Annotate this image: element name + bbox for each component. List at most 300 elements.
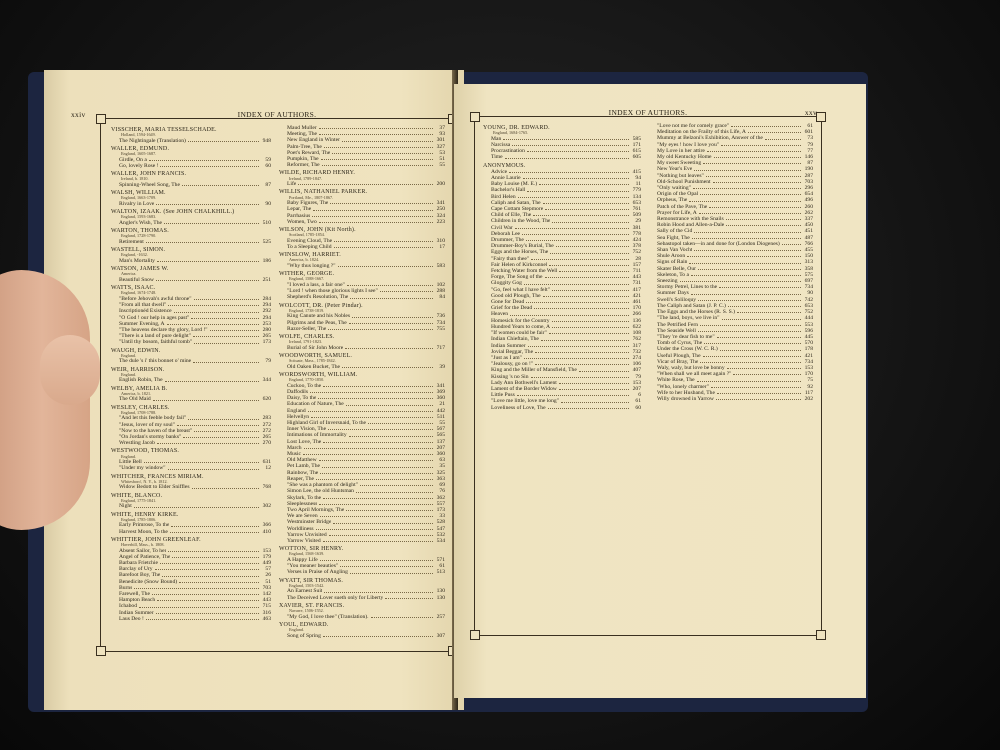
page-ref: 270 xyxy=(262,440,271,447)
leader-dots xyxy=(304,448,433,449)
poem-title: Parrhasius xyxy=(287,212,311,219)
author-name: WILLIS, NATHANIEL PARKER. xyxy=(279,189,368,196)
leader-dots xyxy=(323,498,433,499)
leader-dots xyxy=(330,203,433,204)
page-ref: 605 xyxy=(632,154,641,161)
index-entry xyxy=(111,339,271,345)
poem-title: Harvest Moon, To the xyxy=(119,528,168,535)
leader-dots xyxy=(380,291,433,292)
author-note: Scituate, Mass., 1785-1842. xyxy=(289,358,336,364)
page-ref: 146 xyxy=(804,154,813,161)
page-ref: 565 xyxy=(436,432,445,439)
page-ref: 272 xyxy=(262,427,271,434)
page-ref: 378 xyxy=(632,243,641,250)
author-note: Portland, Me., 1807-1867. xyxy=(289,194,334,200)
leader-dots xyxy=(345,348,433,349)
poem-title: "You meaner beauties" xyxy=(287,563,339,570)
index-entry xyxy=(111,258,271,264)
leader-dots xyxy=(524,358,629,359)
poem-title: Sleeplessness xyxy=(287,500,318,507)
leader-dots xyxy=(526,302,629,303)
page-ref: 94 xyxy=(635,175,641,182)
leader-dots xyxy=(717,393,801,394)
poem-title: Barefoot Boy, The xyxy=(119,572,161,579)
page-ref: 108 xyxy=(632,330,641,337)
page-ref: 28 xyxy=(635,255,641,262)
page-ref: 511 xyxy=(436,413,445,420)
poem-title: Evening Cloud, The xyxy=(287,237,333,244)
page-ref: 260 xyxy=(804,203,813,210)
page-ref: 571 xyxy=(436,556,445,563)
leader-dots xyxy=(172,557,259,558)
leader-dots xyxy=(323,541,433,542)
poem-title: Benedicite (Snow Bound) xyxy=(119,578,178,585)
poem-title: Helvellyn xyxy=(287,413,310,420)
page-ref: 778 xyxy=(632,230,641,237)
author-note: England, 1728-1790. xyxy=(121,233,157,239)
poem-title: Hampton Beach xyxy=(119,597,156,604)
page-ref: 369 xyxy=(436,389,445,396)
poem-title: Spinning-Wheel Song, The xyxy=(119,182,180,188)
page-ref: 360 xyxy=(436,395,445,402)
index-entry xyxy=(111,138,271,144)
leader-dots xyxy=(350,298,433,299)
leader-dots xyxy=(193,362,259,363)
leader-dots xyxy=(324,592,433,593)
page-ref: 407 xyxy=(632,367,641,374)
leader-dots xyxy=(347,285,433,286)
poem-title: Deborah Lee xyxy=(491,230,521,237)
page-ref: 450 xyxy=(804,222,813,229)
author-name: WHITE, HENRY KIRKE. xyxy=(111,511,179,518)
page-ref: 55 xyxy=(439,420,445,427)
index-entry xyxy=(279,219,445,225)
poem-title: "My God, I love thee" (Translation). xyxy=(287,613,369,620)
poem-title: Gone for Dead xyxy=(491,299,525,306)
page-ref: 266 xyxy=(632,311,641,318)
page-ref: 532 xyxy=(436,531,445,538)
page-ref: 631 xyxy=(262,459,271,466)
poem-title: Life xyxy=(287,181,297,188)
poem-title: Grief for the Dead xyxy=(491,305,533,312)
leader-dots xyxy=(340,566,433,567)
page-ref: 274 xyxy=(632,354,641,361)
page-ref: 6 xyxy=(638,392,641,399)
leader-dots xyxy=(328,429,433,430)
leader-dots xyxy=(706,176,801,177)
poem-title: "The land, boys, we live in" xyxy=(657,315,720,322)
index-column-right-2 xyxy=(649,123,813,402)
poem-title: Laus Deo ! xyxy=(119,615,144,622)
index-entry xyxy=(111,484,271,490)
index-entry xyxy=(111,163,271,169)
leader-dots xyxy=(320,473,433,474)
leader-dots xyxy=(527,191,629,192)
page-ref: 768 xyxy=(262,484,271,491)
poem-title: The Petrified Fern xyxy=(657,321,699,328)
leader-dots xyxy=(329,535,433,536)
page-ref: 294 xyxy=(262,314,271,321)
leader-dots xyxy=(134,588,259,589)
author-note: England, 1593-1683. xyxy=(121,214,157,220)
page-ref: 341 xyxy=(436,382,445,389)
leader-dots xyxy=(703,356,801,357)
poem-title: English Robin, The xyxy=(119,377,163,384)
poem-title: The dule 's i' this bonnet o' mine xyxy=(119,358,192,365)
poem-title: Signs of Rain xyxy=(657,259,688,266)
leader-dots xyxy=(192,488,259,489)
leader-dots xyxy=(177,425,259,426)
leader-dots xyxy=(162,576,259,577)
poem-title: England xyxy=(287,407,306,414)
poem-title: The Eggs and the Horses (R. S. S.) xyxy=(657,309,735,316)
leader-dots xyxy=(157,600,259,601)
page-ref: 61 xyxy=(439,563,445,570)
page-ref: 253 xyxy=(262,320,271,327)
page-ref: 509 xyxy=(632,212,641,219)
leader-dots xyxy=(719,287,801,288)
author-note: Haverhill, Mass., b. 1808. xyxy=(121,542,165,548)
leader-dots xyxy=(699,213,801,214)
leader-dots xyxy=(694,250,801,251)
poem-title: My Love in her attire xyxy=(657,147,705,154)
author-note: England, 1605-1687. xyxy=(121,151,157,157)
leader-dots xyxy=(556,246,629,247)
index-entry xyxy=(279,614,445,620)
page-ref: 316 xyxy=(262,609,271,616)
page-ref: 703 xyxy=(804,178,813,185)
leader-dots xyxy=(541,340,629,341)
page-ref: 310 xyxy=(436,237,445,244)
leader-dots xyxy=(152,594,259,595)
page-ref: 287 xyxy=(804,172,813,179)
poem-title: Beautiful Snow xyxy=(119,277,154,283)
page-ref: 207 xyxy=(436,444,445,451)
poem-title: Caliph and Satan, The xyxy=(491,199,541,206)
page-ref: 33 xyxy=(439,513,445,520)
index-entry xyxy=(279,263,445,269)
poem-title: Bachelor's Hall xyxy=(491,187,526,194)
poem-title: Old-School Punishment xyxy=(657,178,711,185)
leader-dots xyxy=(559,389,629,390)
poem-title: Heaven xyxy=(491,311,509,318)
page-ref: 190 xyxy=(804,166,813,173)
page-ref: 766 xyxy=(804,240,813,247)
poem-title: Skater Belle, Our xyxy=(657,265,696,272)
poem-title: King and the Miller of Mansfield, The xyxy=(491,367,577,374)
leader-dots xyxy=(349,323,433,324)
leader-dots xyxy=(342,367,433,368)
author-name: WITHER, GEORGE. xyxy=(279,271,335,278)
author-note: America, b. 1821. xyxy=(121,390,152,396)
poem-title: Indian Summer xyxy=(119,609,154,616)
poem-title: Narcissa xyxy=(491,142,511,148)
index-entry xyxy=(279,595,445,601)
page-ref: 153 xyxy=(632,379,641,386)
leader-dots xyxy=(385,598,433,599)
poem-title: Yarrow Visited xyxy=(287,537,321,544)
leader-dots xyxy=(523,178,629,179)
page-ref: 455 xyxy=(804,247,813,254)
leader-dots xyxy=(134,507,259,508)
page-ref: 250 xyxy=(436,206,445,213)
poem-title: An Earnest Suit xyxy=(287,588,323,595)
poem-title: Hundred Years to come, A xyxy=(491,323,551,330)
poem-title: Remonstrance with the Snails xyxy=(657,216,724,223)
poem-title: Advice xyxy=(491,168,508,175)
index-entry xyxy=(111,182,271,188)
page-ref: 362 xyxy=(436,494,445,501)
poem-title: Retirement xyxy=(119,239,144,245)
page-ref: 487 xyxy=(804,234,813,241)
poem-title: Kissing 's no Sin xyxy=(491,373,529,380)
leader-dots xyxy=(748,132,801,133)
poem-title: Burial of Sir John Moore xyxy=(287,344,344,351)
poem-title: Eggs and the Horses, The xyxy=(491,249,549,256)
author-name: WYATT, SIR THOMAS. xyxy=(279,577,344,584)
leader-dots xyxy=(552,290,629,291)
poem-title: Man xyxy=(491,135,502,142)
leader-dots xyxy=(561,402,629,403)
page-title: INDEX OF AUTHORS. xyxy=(608,108,688,117)
page-ref: 734 xyxy=(804,284,813,291)
leader-dots xyxy=(146,619,259,620)
page-ref: 51 xyxy=(439,156,445,163)
poem-title: Go, lovely Rose ! xyxy=(119,163,159,169)
page-ref: 61 xyxy=(807,123,813,129)
poem-title: Stormy Petrel, Lines to the xyxy=(657,284,718,291)
leader-dots xyxy=(698,269,801,270)
leader-dots xyxy=(505,158,629,159)
leader-dots xyxy=(156,280,259,281)
poem-title: Drummer-Boy's Burial, The xyxy=(491,243,554,250)
poem-title: "O God ! our help in ages past" xyxy=(119,314,190,321)
poem-title: "On Jordan's stormy banks" xyxy=(119,434,182,441)
leader-dots xyxy=(692,238,801,239)
page-title: INDEX OF AUTHORS. xyxy=(237,110,317,119)
author-name: WESLEY, CHARLES. xyxy=(111,404,170,411)
index-entry xyxy=(483,405,641,411)
index-entry xyxy=(111,396,271,402)
leader-dots xyxy=(182,185,259,186)
page-ref: 761 xyxy=(632,206,641,213)
leader-dots xyxy=(533,215,629,216)
poem-title: "There is a land of pure delight" xyxy=(119,333,191,340)
leader-dots xyxy=(549,333,629,334)
leader-dots xyxy=(717,337,801,338)
page-ref: 186 xyxy=(262,258,271,264)
poem-title: Two April Mornings, The xyxy=(287,506,345,513)
page-ref: 265 xyxy=(262,434,271,441)
poem-title: Lost Love, The xyxy=(287,438,322,445)
leader-dots xyxy=(517,395,629,396)
page-ref: 327 xyxy=(436,143,445,150)
leader-dots xyxy=(183,437,259,438)
poem-title: Night xyxy=(119,503,132,510)
leader-dots xyxy=(332,153,433,154)
leader-dots xyxy=(689,201,801,202)
author-note: Navarre, 1506-1552. xyxy=(289,607,324,613)
page-ref: 742 xyxy=(804,296,813,303)
leader-dots xyxy=(188,141,259,142)
page-ref: 35 xyxy=(439,463,445,470)
page-ref: 654 xyxy=(804,191,813,198)
leader-dots xyxy=(726,225,801,226)
page-ref: 620 xyxy=(262,396,271,403)
page-ref: 136 xyxy=(632,317,641,324)
author-note: England, -1632. xyxy=(121,252,148,258)
leader-dots xyxy=(320,516,433,517)
right-page-frame xyxy=(474,108,822,636)
index-entry xyxy=(111,465,271,471)
page-ref: 443 xyxy=(632,274,641,281)
leader-dots xyxy=(318,398,433,399)
page-ref: 130 xyxy=(436,588,445,595)
leader-dots xyxy=(714,157,801,158)
leader-dots xyxy=(543,203,629,204)
leader-dots xyxy=(334,247,433,248)
leader-dots xyxy=(160,166,259,167)
page-ref: 496 xyxy=(804,197,813,204)
leader-dots xyxy=(160,563,259,564)
leader-dots xyxy=(193,336,259,337)
leader-dots xyxy=(680,281,801,282)
leader-dots xyxy=(188,419,259,420)
leader-dots xyxy=(526,240,629,241)
leader-dots xyxy=(170,532,259,533)
author-note: Ireland, b. 1810. xyxy=(121,176,149,182)
leader-dots xyxy=(539,184,629,185)
author-note: England. xyxy=(121,453,137,459)
author-note: England, 1770-1850. xyxy=(289,377,325,383)
page-ref: 21 xyxy=(439,401,445,408)
leader-dots xyxy=(308,411,433,412)
author-note: Scotland, 1785-1854. xyxy=(289,232,325,238)
page-ref: 421 xyxy=(804,352,813,359)
poem-title: Summer Evening, A xyxy=(119,320,165,327)
page-ref: 717 xyxy=(436,344,445,351)
poem-title: "My eyes ! how I love you" xyxy=(657,141,720,148)
page-ref: 170 xyxy=(632,305,641,312)
leader-dots xyxy=(322,165,433,166)
poem-title: Shan Van Vocht xyxy=(657,247,693,254)
page-ref: 207 xyxy=(632,385,641,392)
leader-dots xyxy=(559,271,629,272)
poem-title: "When shall we all meet again ?" xyxy=(657,371,732,378)
index-entry xyxy=(111,239,271,245)
poem-title: Education of Nature, The xyxy=(287,401,344,408)
page-ref: 324 xyxy=(436,212,445,219)
index-entry xyxy=(279,633,445,639)
poem-title: Little Puss xyxy=(491,392,515,399)
poem-title: "Why thus longing ?" xyxy=(287,263,336,270)
author-note: Ireland, 1789-1847. xyxy=(289,175,323,181)
author-name: VISSCHER, MARIA TESSELSCHADE. xyxy=(111,127,217,133)
leader-dots xyxy=(310,392,433,393)
page-ref: 294 xyxy=(262,302,271,309)
leader-dots xyxy=(545,277,629,278)
poem-title: Pumpkin, The xyxy=(287,156,319,163)
poem-title: To a Sleeping Child xyxy=(287,244,332,251)
page-ref: 11 xyxy=(635,181,641,188)
leader-dots xyxy=(328,329,433,330)
page-ref: 715 xyxy=(262,603,271,610)
page-ref: 557 xyxy=(436,500,445,507)
leader-dots xyxy=(311,417,433,418)
page-ref: 106 xyxy=(632,361,641,368)
leader-dots xyxy=(346,510,433,511)
leader-dots xyxy=(518,197,629,198)
leader-dots xyxy=(371,617,433,618)
leader-dots xyxy=(298,184,433,185)
leader-dots xyxy=(691,275,801,276)
leader-dots xyxy=(322,467,433,468)
page-ref: 223 xyxy=(436,218,445,225)
index-entry xyxy=(111,529,271,535)
poem-title: Highland Girl of Inversnaid, To the xyxy=(287,420,367,427)
poem-title: Forge, The Song of the xyxy=(491,274,543,281)
page-ref: 283 xyxy=(262,415,271,422)
poem-title: "I loved a lass, a fair one" xyxy=(287,282,345,289)
poem-title: My sweet Sweeting xyxy=(657,160,702,167)
page-ref: 341 xyxy=(436,200,445,207)
poem-title: Worldliness xyxy=(287,525,314,532)
author-name: YOUNG, DR. EDWARD. xyxy=(483,125,550,131)
page-ref: 73 xyxy=(807,135,813,142)
page-ref: 732 xyxy=(632,348,641,355)
poem-title: The Deceived Lover sueth only for Liberty xyxy=(287,594,384,601)
leader-dots xyxy=(323,442,433,443)
leader-dots xyxy=(509,172,629,173)
leader-dots xyxy=(319,134,433,135)
frame-corner xyxy=(816,630,826,640)
page-ref: 421 xyxy=(632,292,641,299)
poem-title: Intimations of Immortality xyxy=(287,432,347,439)
poem-title: Shule Aroon xyxy=(657,253,686,260)
page-ref: 442 xyxy=(436,407,445,414)
poem-title: Prayer for Life, A xyxy=(657,209,697,216)
page-ref: 601 xyxy=(804,129,813,136)
page-ref: 752 xyxy=(804,309,813,316)
leader-dots xyxy=(703,163,801,164)
page-ref: 280 xyxy=(262,327,271,334)
index-entry xyxy=(279,294,445,300)
poem-title: Fair Helen of Kirkconnel xyxy=(491,261,548,268)
poem-title: Under the Cross (W. C. R.) xyxy=(657,346,718,353)
poem-title: Old Oaken Bucket, The xyxy=(287,363,341,370)
leader-dots xyxy=(697,381,801,382)
poem-title: "They 're dear fish to me" xyxy=(657,333,715,340)
poem-title: Wife to her Husband, The xyxy=(657,389,715,396)
poem-title: Reformer, The xyxy=(287,162,320,169)
leader-dots xyxy=(319,128,433,129)
leader-dots xyxy=(174,312,259,313)
page-ref: 90 xyxy=(265,201,271,207)
author-name: WORDSWORTH, WILLIAM. xyxy=(279,372,358,379)
page-ref: 75 xyxy=(807,377,813,384)
leader-dots xyxy=(179,582,259,583)
poem-title: Farewell, The xyxy=(119,591,150,598)
poem-title: Absent Sailor, To her xyxy=(119,547,167,554)
page-ref: 596 xyxy=(804,327,813,334)
author-name: WARTON, THOMAS. xyxy=(111,228,169,235)
leader-dots xyxy=(319,222,433,223)
page-ref: 53 xyxy=(439,149,445,156)
page-ref: 77 xyxy=(807,147,813,154)
page-ref: 26 xyxy=(265,572,271,579)
leader-dots xyxy=(522,234,629,235)
index-entry xyxy=(111,358,271,364)
